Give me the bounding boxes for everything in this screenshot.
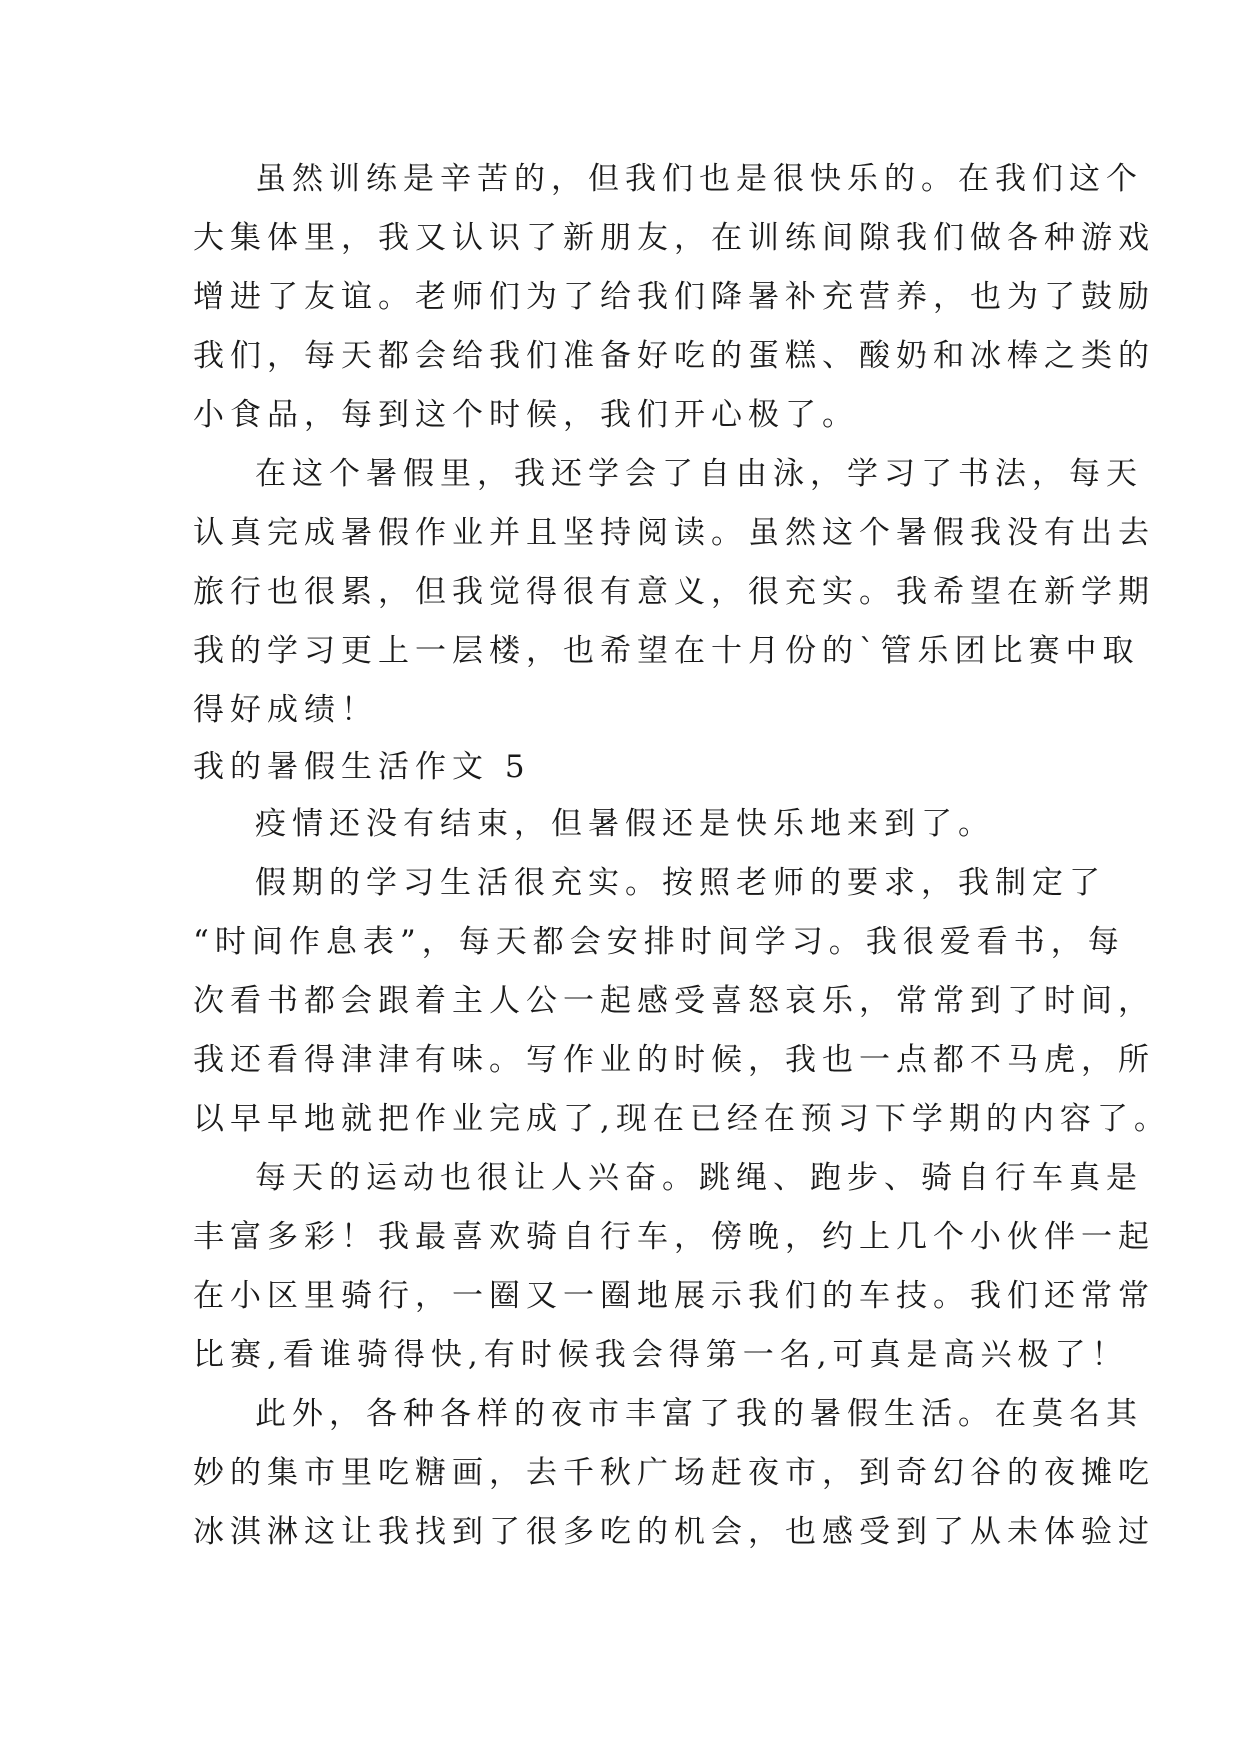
- text-line: 我的学习更上一层楼，也希望在十月份的`管乐团比赛中取: [193, 633, 1140, 669]
- paragraph: [193, 854, 1171, 1149]
- text-line: 在这个暑假里，我还学会了自由泳，学习了书法，每天: [255, 456, 1143, 492]
- text-line: 每天的运动也很让人兴奋。跳绳、跑步、骑自行车真是: [255, 1160, 1143, 1196]
- text-line: “时间作息表”，每天都会安排时间学习。我很爱看书，每: [193, 924, 1125, 960]
- paragraph: [193, 795, 1061, 854]
- text-line: 小食品，每到这个时候，我们开心极了。: [193, 397, 859, 433]
- text-line: 假期的学习生活很充实。按照老师的要求，我制定了: [255, 865, 1106, 901]
- document-body: [193, 150, 1171, 1562]
- text-line: 妙的集市里吃糖画，去千秋广场赶夜市，到奇幻谷的夜摊吃: [193, 1455, 1155, 1491]
- text-line: 在小区里骑行，一圈又一圈地展示我们的车技。我们还常常: [193, 1278, 1155, 1314]
- text-line: 认真完成暑假作业并且坚持阅读。虽然这个暑假我没有出去: [193, 515, 1155, 551]
- text-line: 比赛,看谁骑得快,有时候我会得第一名,可真是高兴极了！: [193, 1337, 1129, 1373]
- text-line: 增进了友谊。老师们为了给我们降暑补充营养，也为了鼓励: [193, 279, 1155, 315]
- text-line: 以早早地就把作业完成了,现在已经在预习下学期的内容了。: [193, 1101, 1171, 1137]
- text-line: 冰淇淋这让我找到了很多吃的机会，也感受到了从未体验过: [193, 1514, 1155, 1550]
- text-line: 此外，各种各样的夜市丰富了我的暑假生活。在莫名其: [255, 1396, 1143, 1432]
- text-line: 得好成绩！: [193, 692, 378, 728]
- text-line: 我们，每天都会给我们准备好吃的蛋糕、酸奶和冰棒之类的: [193, 338, 1155, 374]
- text-line: 大集体里，我又认识了新朋友，在训练间隙我们做各种游戏: [193, 220, 1155, 256]
- section-heading: 我的暑假生活作文 5: [193, 749, 531, 785]
- paragraph: [193, 1149, 1155, 1385]
- text-line: 我还看得津津有味。写作业的时候，我也一点都不马虎，所: [193, 1042, 1155, 1078]
- text-line: 虽然训练是辛苦的，但我们也是很快乐的。在我们这个: [255, 161, 1143, 197]
- paragraph: [193, 150, 1155, 445]
- paragraph: [193, 445, 1155, 740]
- text-line: 丰富多彩！我最喜欢骑自行车，傍晚，约上几个小伙伴一起: [193, 1219, 1155, 1255]
- text-line: 次看书都会跟着主人公一起感受喜怒哀乐，常常到了时间，: [193, 983, 1155, 1019]
- text-line: 旅行也很累，但我觉得很有意义，很充实。我希望在新学期: [193, 574, 1155, 610]
- text-line: 疫情还没有结束，但暑假还是快乐地来到了。: [255, 806, 995, 842]
- paragraph: [193, 1385, 1155, 1562]
